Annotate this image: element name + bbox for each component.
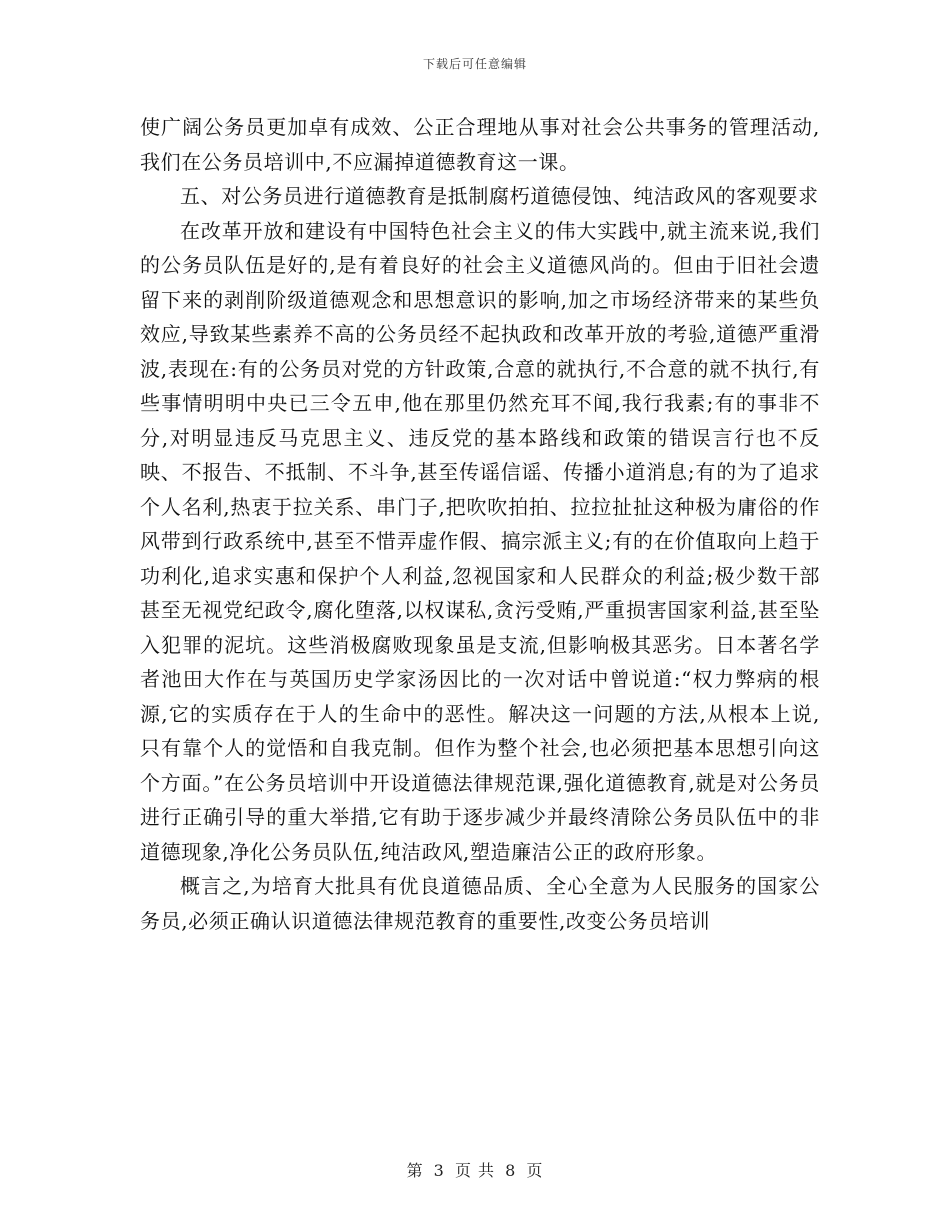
- section-heading-five: 五、对公务员进行道德教育是抵制腐朽道德侵蚀、纯洁政风的客观要求: [180, 184, 819, 208]
- page-footer: [0, 1158, 950, 1181]
- paragraph-continuation: 使广阔公务员更加卓有成效、公正合理地从事对社会公共事务的管理活动,我们在公务员培训中,不应漏掉道德教育这一课。: [140, 115, 820, 174]
- total-page-number: 8: [505, 1161, 517, 1180]
- footer-middle: 页 共: [454, 1161, 496, 1180]
- page-header-note: 下载后可任意编辑: [422, 57, 527, 71]
- current-page-number: 3: [433, 1161, 445, 1180]
- paragraph-conclusion: 概言之,为培育大批具有优良道德品质、全心全意为人民服务的国家公务员,必须正确认识道德法律规范教育的重要性,改变公务员培训: [140, 874, 820, 933]
- footer-suffix: 页: [526, 1161, 544, 1180]
- footer-prefix: 第: [406, 1161, 424, 1180]
- document-body: [140, 110, 820, 938]
- paragraph-body: 在改革开放和建设有中国特色社会主义的伟大实践中,就主流来说,我们的公务员队伍是好的,是有着良好的社会主义道德风尚的。但由于旧社会遗留下来的剥削阶级道德观念和思想意识的影响,加之市场经济带来的某些负效应,导致某些素养不高的公务员经不起执政和改革开放的考验,道德严重滑波,表现在:有的公务员对党的方针政策,合意的就执行,不合意的就不执行,有些事情明明中央已三令五申,他在那里仍然充耳不闻,我行我素;有的事非不分,对明显违反马克思主义、违反党的基本路线和政策的错误言行也不反映、不报告、不抵制、不斗争,甚至传谣信谣、传播小道消息;有的为了追求个人名利,热衷于拉关系、串门子,把吹吹拍拍、拉拉扯扯这种极为庸俗的作风带到行政系统中,甚至不惜弄虚作假、搞宗派主义;有的在价值取向上趋于功利化,追求实惠和保护个人利益,忽视国家和人民群众的利益;极少数干部甚至无视党纪政令,腐化堕落,以权谋私,贪污受贿,严重损害国家利益,甚至坠入犯罪的泥坑。这些消极腐败现象虽是支流,但影响极其恶劣。日本著名学者池田大作在与英国历史学家汤因比的一次对话中曾说道:“权力弊病的根源,它的实质存在于人的生命中的恶性。解决这一问题的方法,从根本上说,只有靠个人的觉悟和自我克制。但作为整个社会,也必须把基本思想引向这个方面。”在公务员培训中开设道德法律规范课,强化道德教育,就是对公务员进行正确引导的重大举措,它有助于逐步减少并最终清除公务员队伍中的非道德现象,净化公务员队伍,纯洁政风,塑造廉洁公正的政府形象。: [140, 218, 820, 864]
